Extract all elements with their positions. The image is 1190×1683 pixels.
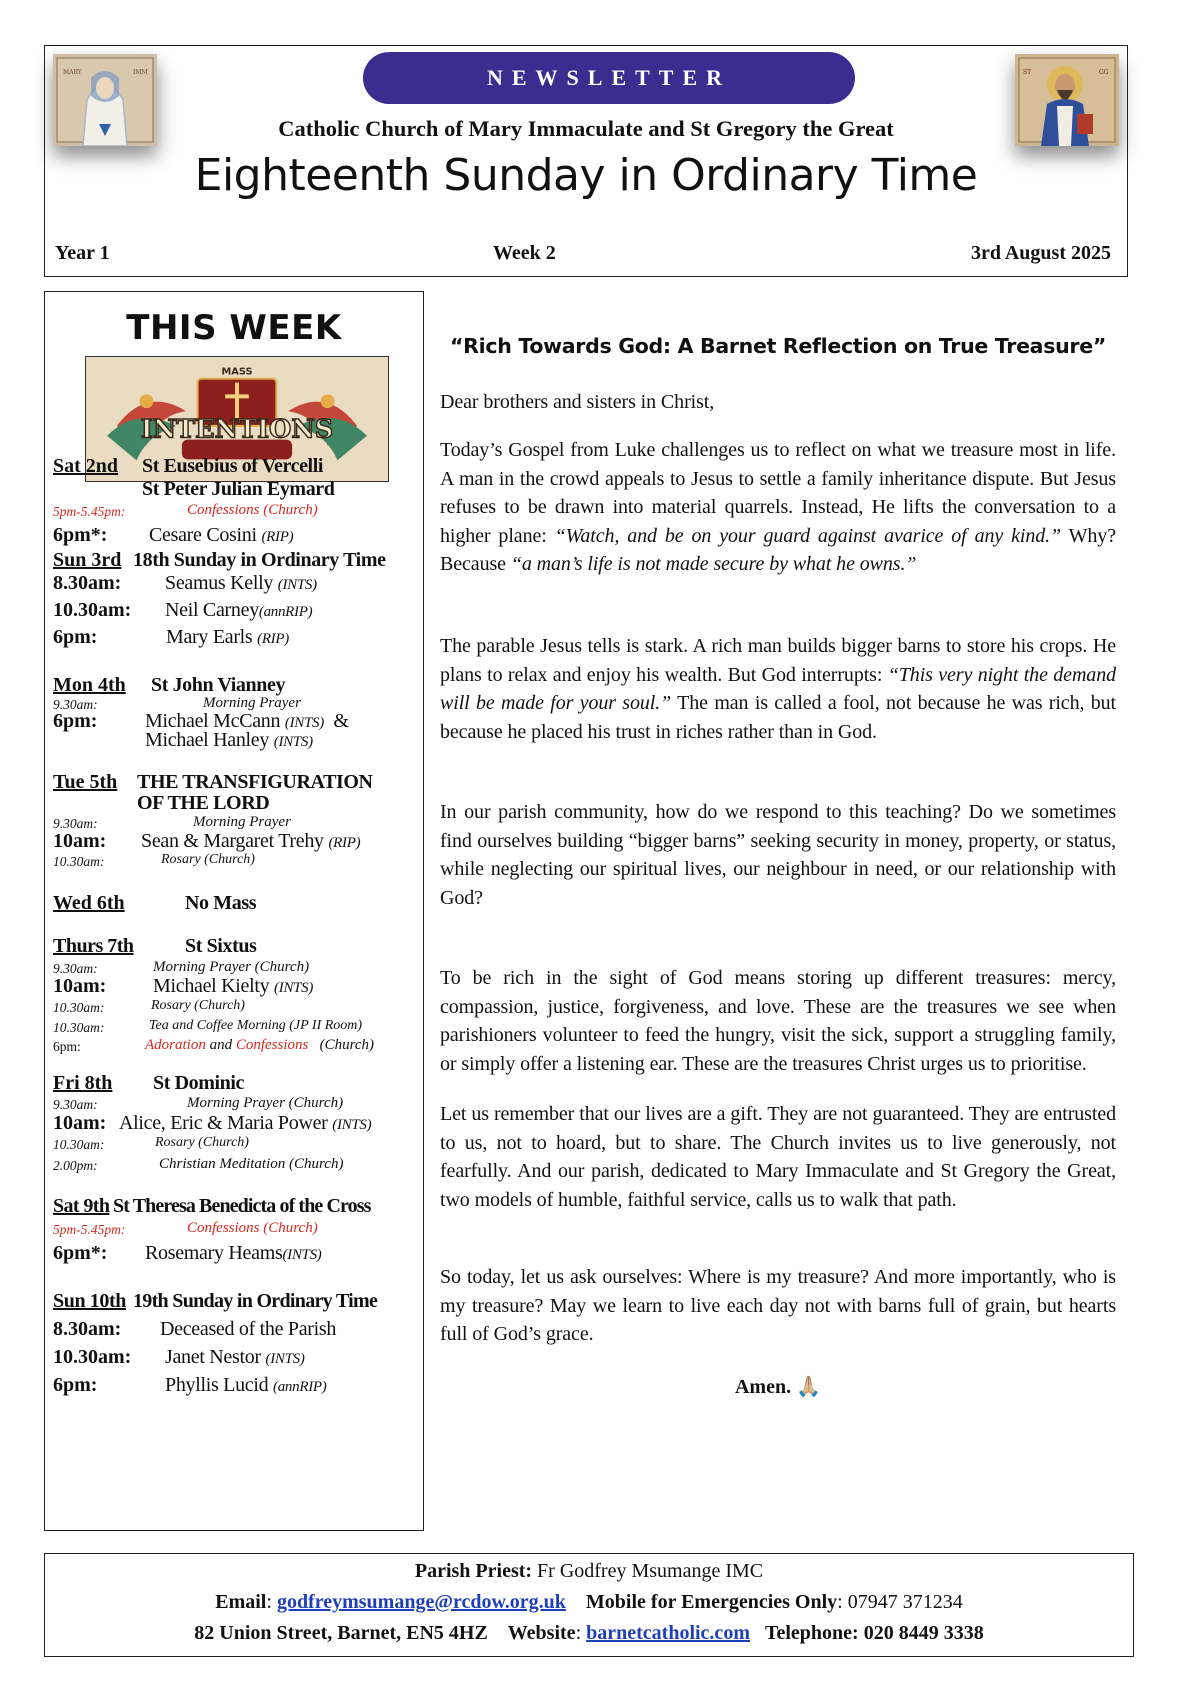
intention-name: Michael McCann (INTS) &	[145, 710, 349, 732]
praying-hands-icon: 🙏🏼	[796, 1376, 821, 1398]
feast-label: No Mass	[185, 892, 257, 914]
day-label: Mon 4th	[53, 674, 126, 696]
confessions-event: Confessions (Church)	[187, 1220, 318, 1236]
liturgical-year: Year 1	[55, 242, 110, 264]
prayer-event: Morning Prayer (Church)	[187, 1095, 344, 1111]
svg-text:ST: ST	[1023, 69, 1032, 76]
feast-label: 18th Sunday in Ordinary Time	[133, 549, 386, 571]
mass-time: 10am:	[53, 830, 107, 852]
newsletter-header	[44, 45, 1128, 277]
day-label: Sat 9th	[53, 1195, 110, 1217]
this-week-title: THIS WEEK	[126, 308, 342, 348]
newsletter-pill	[363, 52, 855, 104]
mass-time: 8.30am:	[53, 572, 122, 594]
event-time: 10.30am:	[53, 1137, 105, 1152]
day-label: Thurs 7th	[53, 935, 134, 957]
intention-name: Michael Kielty (INTS)	[153, 975, 314, 997]
intention-name: Cesare Cosini (RIP)	[149, 524, 294, 546]
mass-time: 6pm*:	[53, 524, 108, 546]
intention-name: Michael Hanley (INTS)	[145, 729, 313, 751]
mass-time: 10.30am:	[53, 1346, 132, 1368]
feast-label: St Dominic	[153, 1072, 245, 1094]
intention-name: Neil Carney(annRIP)	[165, 599, 313, 621]
day-label: Wed 6th	[53, 892, 125, 914]
intention-name: Janet Nestor (INTS)	[165, 1346, 305, 1368]
reflection-greeting: Dear brothers and sisters in Christ,	[440, 391, 715, 413]
reflection-paragraph: The parable Jesus tells is stark. A rich man builds bigger barns to store his crops. He plans to relax and enjoy his wealth. But God interrupts: “This very night the demand will be made for your soul.” The man is called a fool, not because he was rich, but because he placed his trust in riches rather than in God.	[440, 635, 1116, 743]
event-time: 6pm:	[53, 1039, 81, 1054]
event-time: 10.30am:	[53, 1020, 105, 1035]
email-link[interactable]: godfreymsumange@rcdow.org.uk	[276, 1591, 566, 1613]
newsletter-label: NEWSLETTER	[486, 65, 732, 90]
feast-label: St Eusebius of Vercelli	[142, 455, 324, 477]
event-time: 5pm-5.45pm:	[53, 1222, 126, 1237]
mass-time: 8.30am:	[53, 1318, 122, 1340]
banner-main-label: INTENTIONS	[140, 414, 334, 445]
mass-time: 6pm:	[53, 1374, 98, 1396]
feast-label: St Sixtus	[185, 935, 257, 957]
day-label: Fri 8th	[53, 1072, 113, 1094]
reflection-title: “Rich Towards God: A Barnet Reflection on True Treasure”	[449, 334, 1107, 358]
intention-name: Deceased of the Parish	[160, 1318, 337, 1340]
priest-line: Parish Priest: Fr Godfrey Msumange IMC	[414, 1560, 764, 1582]
reflection-paragraph: So today, let us ask ourselves: Where is my treasure? And more importantly, who is my treasure? May we learn to live each day not with barns full of grain, but hearts full of God’s grace.	[440, 1266, 1116, 1346]
confessions-event: Confessions (Church)	[187, 502, 318, 518]
newsletter-date: 3rd August 2025	[970, 242, 1111, 264]
rosary-event: Rosary (Church)	[151, 998, 245, 1013]
psalter-week: Week 2	[493, 242, 556, 264]
feast-label: OF THE LORD	[137, 792, 270, 814]
prayer-event: Morning Prayer	[203, 695, 301, 711]
event-time: 10.30am:	[53, 1000, 105, 1015]
prayer-event: Morning Prayer	[193, 814, 291, 830]
left-icon-lettering: MARY	[63, 69, 82, 76]
st-gregory-icon	[1015, 54, 1119, 146]
event-time: 9.30am:	[53, 1097, 98, 1112]
feast-label: 19th Sunday in Ordinary Time	[133, 1290, 378, 1312]
intention-name: Alice, Eric & Maria Power (INTS)	[119, 1112, 372, 1134]
feast-label: St Peter Julian Eymard	[142, 478, 335, 500]
intention-name: Mary Earls (RIP)	[166, 626, 289, 648]
reflection-paragraph: In our parish community, how do we respond to this teaching? Do we sometimes find ourselves building “bigger barns” seeking security in money, property, or status, while neglecting our spiritual lives, our neighbour in need, or our relationship with God?	[440, 801, 1116, 909]
telephone-number: 020 8449 3338	[863, 1622, 984, 1644]
event-time: 9.30am:	[53, 816, 98, 831]
intention-name: Sean & Margaret Trehy (RIP)	[141, 830, 361, 852]
day-label: Tue 5th	[53, 771, 118, 793]
this-week-panel	[44, 291, 424, 1531]
feast-label: St John Vianney	[151, 674, 286, 696]
email-line: Email: godfreymsumange@rcdow.org.uk Mobile for Emergencies Only: 07947 371234	[215, 1591, 963, 1613]
mass-time: 10am:	[53, 975, 107, 997]
intention-name: Seamus Kelly (INTS)	[165, 572, 317, 594]
tea-coffee-event: Tea and Coffee Morning (JP II Room)	[149, 1018, 363, 1033]
reflection-paragraph: Today’s Gospel from Luke challenges us to reflect on what we treasure most in life. A man in the crowd appeals to Jesus to settle a family inheritance dispute. But Jesus refuses to be drawn into material quarrels. Instead, He lifts the conversation to a higher plane: “Watch, and be on your guard against avarice of any kind.” Why? Because “a man’s life is not made secure by what he owns.”	[440, 439, 1116, 576]
meditation-event: Christian Meditation (Church)	[159, 1156, 344, 1172]
mass-time: 6pm*:	[53, 1242, 108, 1264]
day-label: Sun 10th	[53, 1290, 126, 1312]
intention-name: Phyllis Lucid (annRIP)	[165, 1374, 327, 1396]
mass-time: 6pm:	[53, 710, 98, 732]
event-time: 9.30am:	[53, 697, 98, 712]
reflection-paragraph: Let us remember that our lives are a gift. They are not guaranteed. They are entrusted to us, not to hoard, but to share. The Church invites us to live generously, not fearfully. And our parish, dedicated to Mary Immaculate and St Gregory the Great, two models of humble, faithful service, calls us to walk that path.	[440, 1103, 1116, 1211]
svg-text:GG: GG	[1099, 69, 1109, 76]
svg-text:IMM: IMM	[133, 69, 148, 76]
day-label: Sun 3rd	[53, 549, 122, 571]
amen-line: Amen. 🙏🏼	[734, 1376, 821, 1398]
event-time: 10.30am:	[53, 854, 105, 869]
event-time: 9.30am:	[53, 961, 98, 976]
rosary-event: Rosary (Church)	[161, 852, 255, 867]
parish-name: Catholic Church of Mary Immaculate and St Gregory the Great	[278, 116, 894, 141]
day-label: Sat 2nd	[53, 455, 119, 477]
page-title: Eighteenth Sunday in Ordinary Time	[194, 150, 978, 201]
event-time: 2.00pm:	[53, 1158, 98, 1173]
reflection-paragraph: To be rich in the sight of God means storing up different treasures: mercy, compassion, justice, forgiveness, and love. These are the treasures we see when parishioners volunteer to feed the hungry, visit the sick, support a struggling family, or simply offer a listening ear. These are the treasures Christ urges us to prioritise.	[440, 967, 1116, 1075]
event-time: 5pm-5.45pm:	[53, 504, 126, 519]
intention-name: Rosemary Heams(INTS)	[145, 1242, 322, 1264]
address-line: 82 Union Street, Barnet, EN5 4HZ Website: barnetcatholic.com Telephone: 020 8449 3338	[194, 1622, 984, 1644]
rosary-event: Rosary (Church)	[155, 1135, 249, 1150]
adoration-event: Adoration and Confessions (Church)	[145, 1037, 375, 1053]
banner-small-label: MASS	[221, 366, 253, 378]
website-link[interactable]: barnetcatholic.com	[586, 1622, 750, 1644]
mass-time: 6pm:	[53, 626, 98, 648]
feast-label: THE TRANSFIGURATION	[137, 771, 373, 793]
mobile-number: 07947 371234	[847, 1591, 963, 1613]
mass-time: 10.30am:	[53, 599, 132, 621]
feast-label: St Theresa Benedicta of the Cross	[113, 1195, 371, 1217]
prayer-event: Morning Prayer (Church)	[153, 959, 310, 975]
mass-time: 10am:	[53, 1112, 107, 1134]
parish-contact-footer	[44, 1553, 1134, 1657]
